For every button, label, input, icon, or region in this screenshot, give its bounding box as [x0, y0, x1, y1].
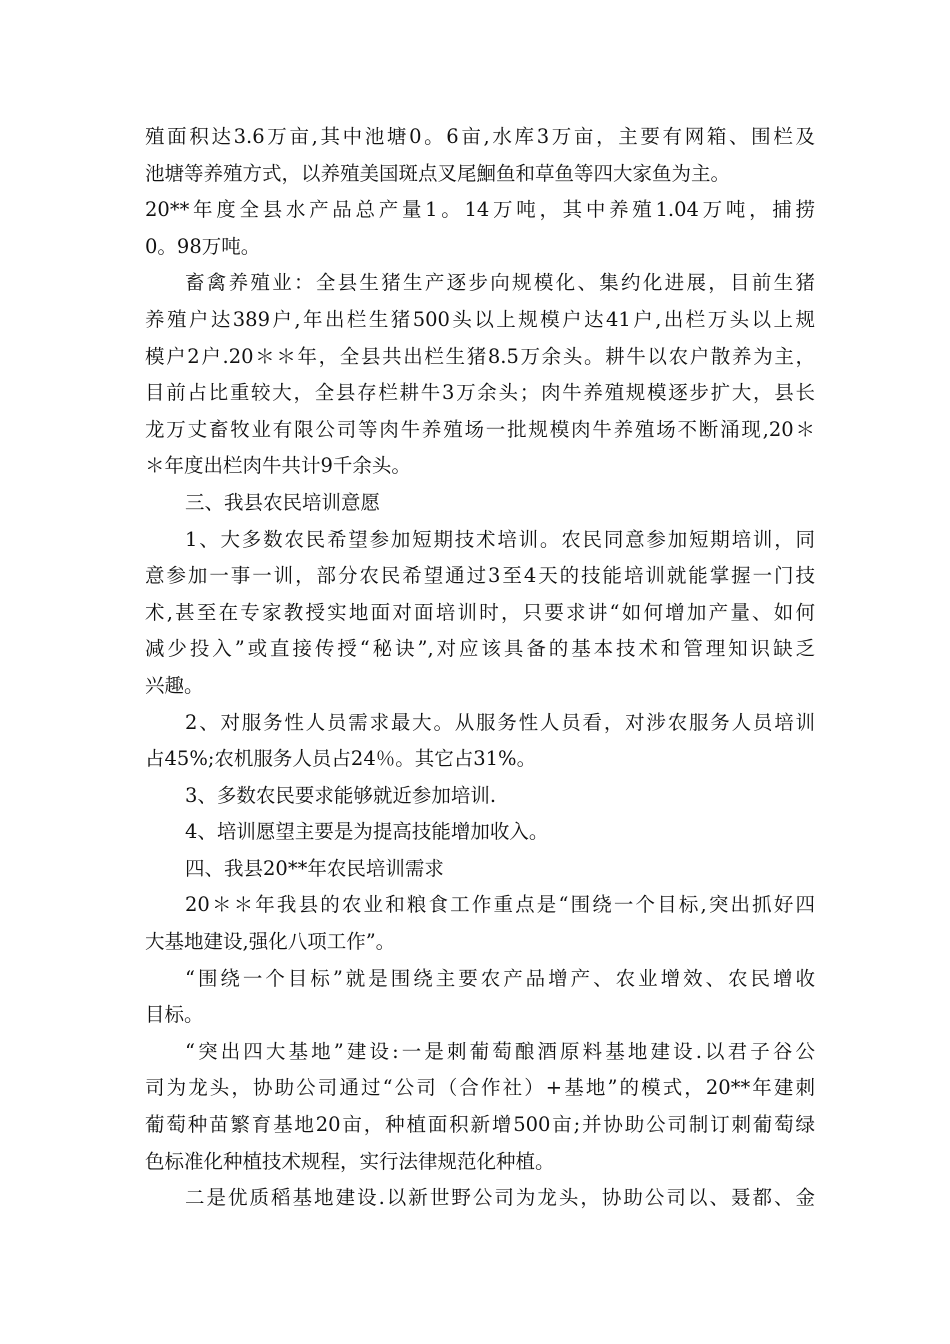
text-line: 模户2户.20＊＊年，全县共出栏生猪8.5万余头。耕牛以农户散养为主，	[145, 344, 815, 368]
text-line: 养殖户达389户,年出栏生猪500头以上规模户达41户,出栏万头以上规	[145, 307, 815, 331]
text-line: “围绕一个目标”就是围绕主要农产品增产、农业增效、农民增收	[185, 966, 815, 990]
text-line: 20**年度全县水产品总产量1。14万吨，其中养殖1.04万吨，捕捞	[145, 198, 815, 222]
text-line: “突出四大基地”建设:一是刺葡萄酿酒原料基地建设.以君子谷公	[185, 1039, 815, 1063]
text-line: 葡萄种苗繁育基地20亩，种植面积新增500亩;并协助公司制订刺葡萄绿	[145, 1113, 815, 1137]
text-line: ＊年度出栏肉牛共计9千余头。	[145, 454, 411, 478]
text-line: 3、多数农民要求能够就近参加培训.	[185, 783, 497, 807]
text-line: 二是优质稻基地建设.以新世野公司为龙头，协助公司以、聂都、金	[185, 1186, 815, 1210]
text-line: 兴趣。	[145, 673, 204, 697]
text-line: 殖面积达3.6万亩,其中池塘0。6亩,水库3万亩，主要有网箱、围栏及	[145, 125, 815, 148]
text-line: 2、对服务性人员需求最大。从服务性人员看，对涉农服务人员培训	[185, 710, 815, 734]
text-line: 目前占比重较大，全县存栏耕牛3万余头；肉牛养殖规模逐步扩大，县长	[145, 381, 815, 405]
text-line: 龙万丈畜牧业有限公司等肉牛养殖场一批规模肉牛养殖场不断涌现,20＊	[145, 417, 815, 441]
text-line: 畜禽养殖业：全县生猪生产逐步向规模化、集约化进展，目前生猪	[185, 271, 815, 295]
text-line: 色标准化种植技术规程，实行法律规范化种植。	[145, 1149, 555, 1173]
text-line: 司为龙头，协助公司通过“公司（合作社）+基地”的模式，20**年建刺	[145, 1076, 815, 1100]
text-line: 术,甚至在专家教授实地面对面培训时，只要求讲“如何增加产量、如何	[145, 600, 815, 624]
text-line: 减少投入”或直接传授“秘诀”,对应该具备的基本技术和管理知识缺乏	[145, 637, 815, 661]
text-line: 20＊＊年我县的农业和粮食工作重点是“围绕一个目标,突出抓好四	[185, 893, 815, 917]
text-line: 大基地建设,强化八项工作”。	[145, 930, 396, 954]
text-line: 意参加一事一训，部分农民希望通过3至4天的技能培训就能掌握一门技	[145, 564, 815, 588]
text-line: 目标。	[145, 1003, 204, 1027]
text-line: 占45%;农机服务人员占24％。其它占31%。	[145, 747, 537, 771]
text-line: 4、培训愿望主要是为提高技能增加收入。	[185, 820, 549, 844]
text-line: 三、我县农民培训意愿	[185, 490, 381, 514]
text-line: 四、我县20**年农民培训需求	[185, 856, 444, 880]
text-line: 0。98万吨。	[145, 234, 261, 258]
document-page	[145, 119, 815, 1217]
text-line: 池塘等养殖方式，以养殖美国斑点叉尾鮰鱼和草鱼等四大家鱼为主。	[145, 161, 731, 185]
text-line: 1、大多数农民希望参加短期技术培训。农民同意参加短期培训，同	[185, 527, 815, 551]
